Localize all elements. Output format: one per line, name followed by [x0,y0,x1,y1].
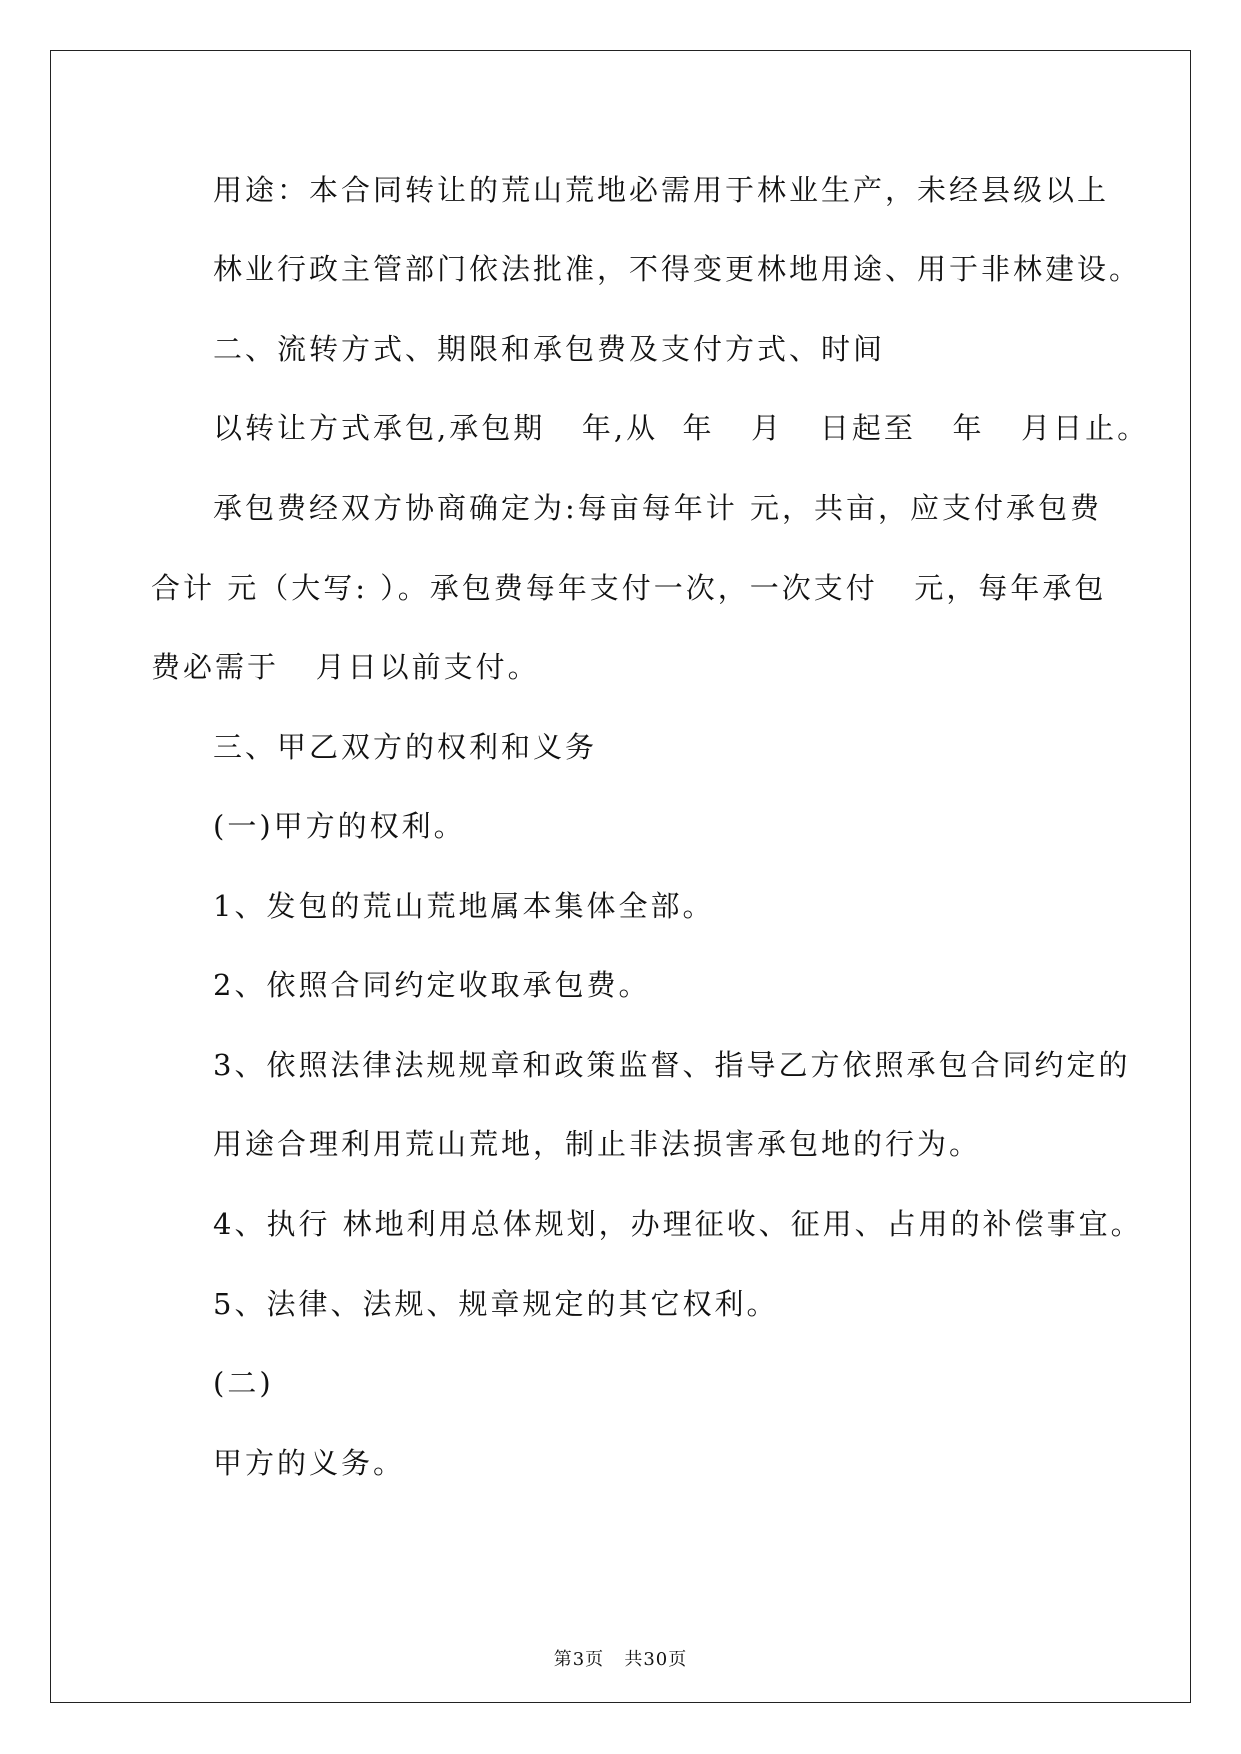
text-line-4: 以转让方式承包,承包期 年,从 年 月 日起至 年 月日止。 [213,411,1150,445]
text-line-6: 合计 元（大写: ）。承包费每年支付一次，一次支付 元，每年承包 [151,571,1107,605]
list-item-4: 4、执行 林地利用总体规划，办理征收、征用、占用的补偿事宜。 [213,1207,1143,1241]
text-line-17: 甲方的义务。 [213,1446,406,1480]
section-heading-3: 三、甲乙双方的权利和义务 [213,730,598,764]
text-line-5: 承包费经双方协商确定为:每亩每年计 元，共亩，应支付承包费 [213,491,1102,525]
list-item-3: 3、依照法律法规规章和政策监督、指导乙方依照承包合同约定的 [213,1048,1131,1082]
list-item-1: 1、发包的荒山荒地属本集体全部。 [213,889,715,923]
text-line-2: 林业行政主管部门依法批准，不得变更林地用途、用于非林建设。 [213,252,1142,286]
subsection-heading-2: (二) [213,1366,274,1400]
subsection-heading-1: (一)甲方的权利。 [213,809,466,843]
list-item-3-cont: 用途合理利用荒山荒地，制止非法损害承包地的行为。 [213,1127,982,1161]
list-item-5: 5、法律、法规、规章规定的其它权利。 [213,1287,779,1321]
list-item-2: 2、依照合同约定收取承包费。 [213,968,651,1002]
text-line-7: 费必需于 月日以前支付。 [151,650,540,684]
text-line-1: 用途：本合同转让的荒山荒地必需用于林业生产，未经县级以上 [213,173,1110,207]
page-footer: 第3页 共30页 [553,1649,688,1670]
section-heading-2: 二、流转方式、期限和承包费及支付方式、时间 [213,332,886,366]
